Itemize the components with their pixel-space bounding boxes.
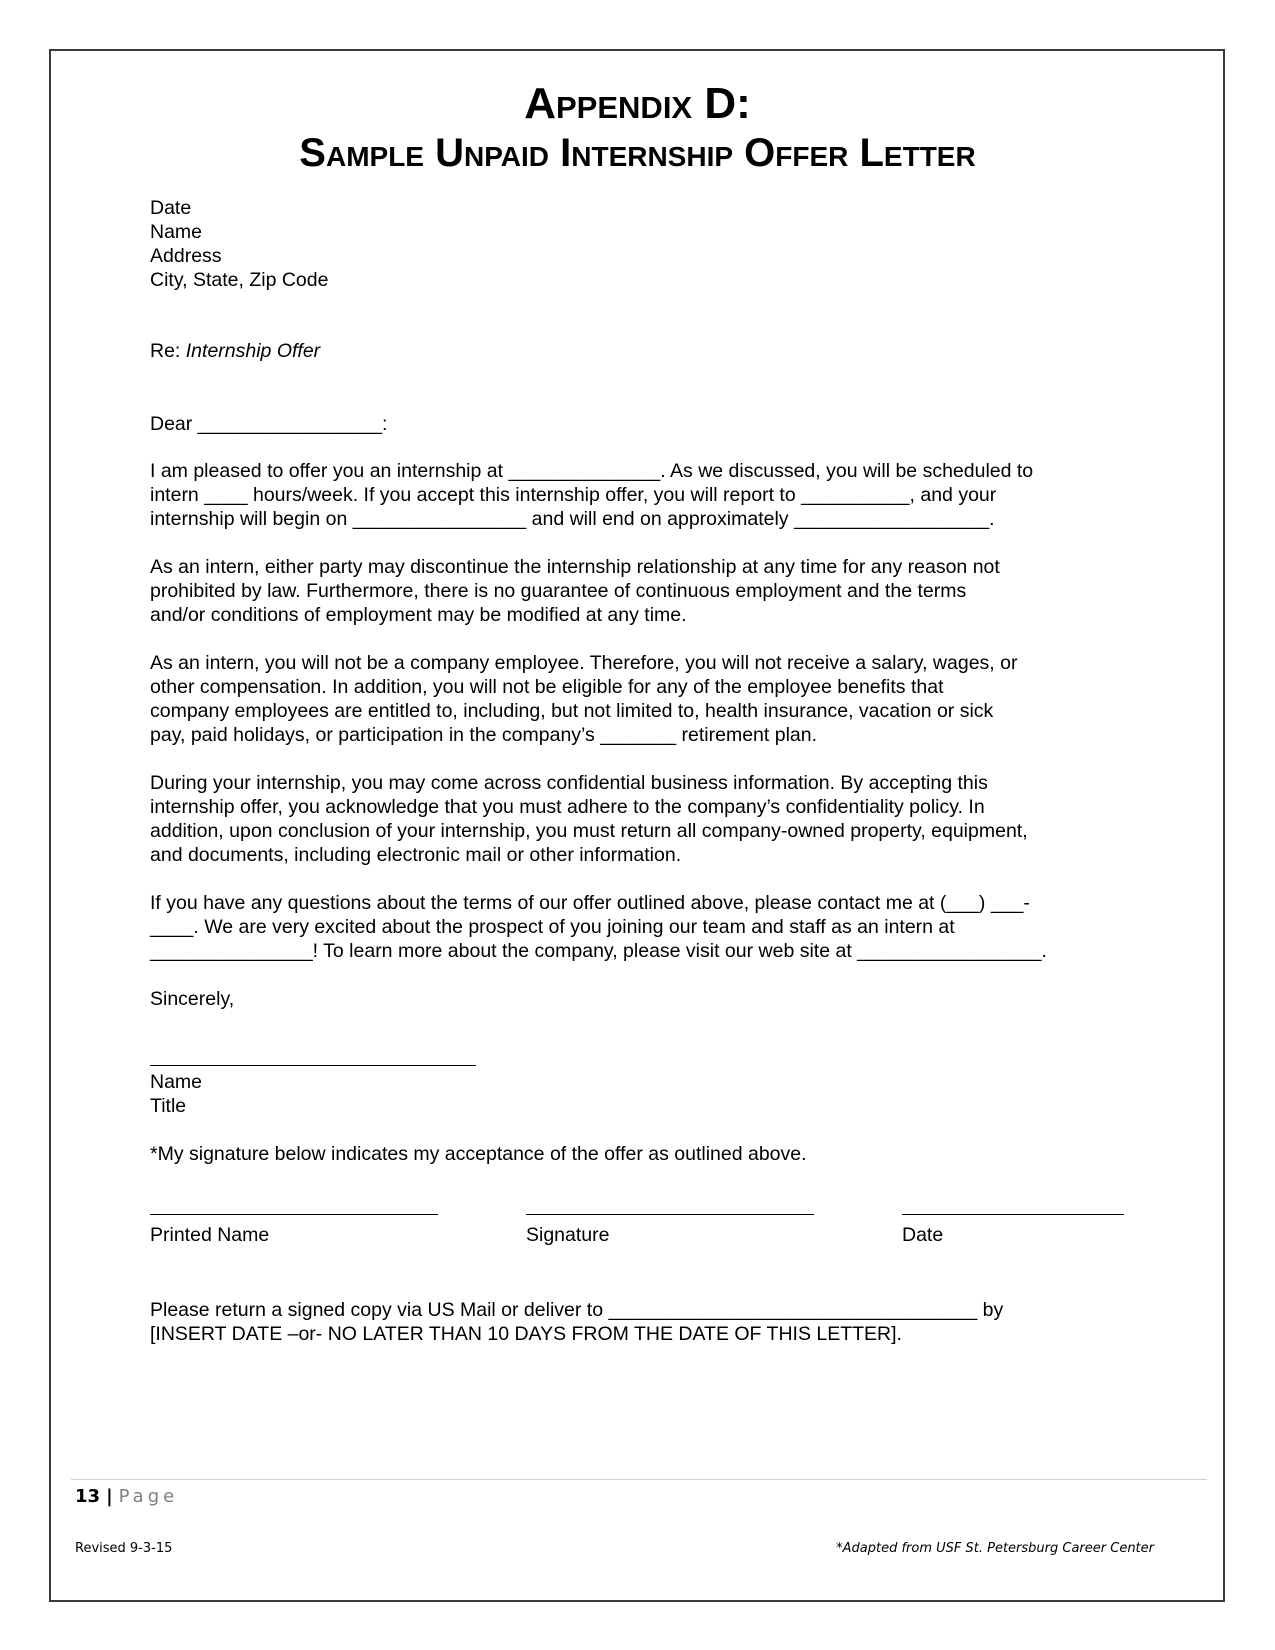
sender-signature-line xyxy=(150,1065,476,1066)
return-instructions-line: Please return a signed copy via US Mail or deliver to __________________________________ by xyxy=(150,1299,1004,1321)
paragraph-compensation xyxy=(150,651,1140,747)
paragraph-line: internship will begin on ________________ and will end on approximately __________________. xyxy=(150,508,995,530)
paragraph-line: pay, paid holidays, or participation in the company’s _______ retirement plan. xyxy=(150,724,818,746)
source-attribution: *Adapted from USF St. Petersburg Career Center xyxy=(836,1541,1154,1556)
address-name: Name xyxy=(150,221,203,243)
paragraph-line: and/or conditions of employment may be modified at any time. xyxy=(150,604,687,626)
date-label: Date xyxy=(902,1224,944,1246)
paragraph-line: ____. We are very excited about the prospect of you joining our team and staff as an intern at xyxy=(150,916,955,938)
address-street: Address xyxy=(150,245,222,267)
date-line xyxy=(902,1214,1124,1215)
paragraph-confidentiality xyxy=(150,771,1140,867)
paragraph-line: As an intern, you will not be a company employee. Therefore, you will not receive a salary, wages, or xyxy=(150,652,1018,674)
paragraph-line: and documents, including electronic mail or other information. xyxy=(150,844,682,866)
paragraph-line: internship offer, you acknowledge that you must adhere to the company’s confidentiality policy. In xyxy=(150,796,985,818)
paragraph-line: other compensation. In addition, you will not be eligible for any of the employee benefits that xyxy=(150,676,944,698)
return-instructions xyxy=(150,1298,1140,1346)
revision-date: Revised 9-3-15 xyxy=(75,1541,173,1556)
return-instructions-line: [INSERT DATE –or- NO LATER THAN 10 DAYS FROM THE DATE OF THIS LETTER]. xyxy=(150,1323,902,1345)
paragraph-line: _______________! To learn more about the company, please visit our web site at _________________. xyxy=(150,940,1047,962)
signer-title: Title xyxy=(150,1095,187,1117)
paragraph-line: company employees are entitled to, including, but not limited to, health insurance, vacation or sick xyxy=(150,700,994,722)
signature-label: Signature xyxy=(526,1224,610,1246)
closing: Sincerely, xyxy=(150,988,235,1010)
re-prefix: Re: xyxy=(150,340,186,362)
re-subject: Internship Offer xyxy=(185,340,321,362)
signature-field xyxy=(526,1214,814,1247)
paragraph-offer xyxy=(150,459,1140,531)
address-block xyxy=(150,196,1140,292)
printed-name-field xyxy=(150,1214,438,1247)
letter-body xyxy=(150,196,1140,1346)
footer-divider xyxy=(71,1479,1207,1480)
signer-block xyxy=(150,1070,1140,1118)
paragraph-line: If you have any questions about the terms of our offer outlined above, please contact me at (___) ___- xyxy=(150,892,1030,914)
acceptance-signature-row xyxy=(150,1214,1140,1274)
document-subtitle: Sample Unpaid Internship Offer Letter xyxy=(299,131,976,175)
signature-line xyxy=(526,1214,814,1215)
address-date: Date xyxy=(150,197,192,219)
address-city-state-zip: City, State, Zip Code xyxy=(150,269,329,291)
page-number-label: Page xyxy=(118,1486,179,1507)
printed-name-label: Printed Name xyxy=(150,1224,270,1246)
document-title: Appendix D: xyxy=(524,79,751,128)
page-number-value: 13 xyxy=(75,1486,101,1507)
signer-name: Name xyxy=(150,1071,203,1093)
paragraph-line: As an intern, either party may discontinue the internship relationship at any time for any reason not xyxy=(150,556,1000,578)
paragraph-line: I am pleased to offer you an internship at ______________. As we discussed, you will be scheduled to xyxy=(150,460,1034,482)
re-line xyxy=(150,339,1140,363)
paragraph-contact xyxy=(150,891,1140,963)
paragraph-line: During your internship, you may come across confidential business information. By accepting this xyxy=(150,772,988,794)
salutation: Dear _________________: xyxy=(150,413,388,435)
acceptance-note: *My signature below indicates my acceptance of the offer as outlined above. xyxy=(150,1143,807,1165)
page-number xyxy=(75,1485,178,1509)
date-field xyxy=(902,1214,1124,1247)
printed-name-line xyxy=(150,1214,438,1215)
paragraph-line: prohibited by law. Furthermore, there is no guarantee of continuous employment and the terms xyxy=(150,580,967,602)
paragraph-line: addition, upon conclusion of your internship, you must return all company-owned property, equipment, xyxy=(150,820,1028,842)
paragraph-at-will xyxy=(150,555,1140,627)
paragraph-line: intern ____ hours/week. If you accept this internship offer, you will report to __________, and your xyxy=(150,484,997,506)
page-number-separator: | xyxy=(106,1486,113,1507)
